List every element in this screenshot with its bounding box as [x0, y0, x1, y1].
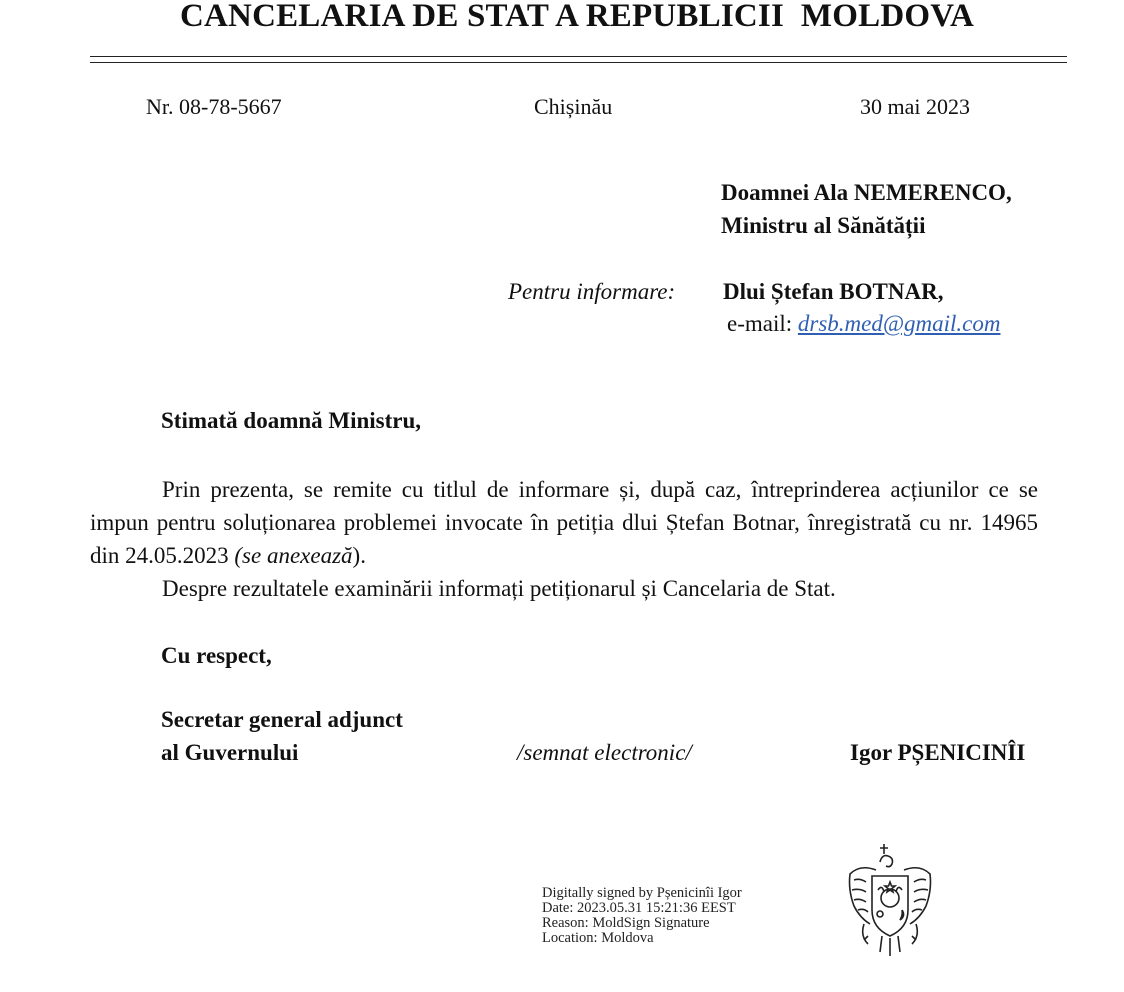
- document-number: Nr. 08-78-5667: [146, 94, 282, 119]
- digital-signature-reason: Reason: MoldSign Signature: [542, 915, 710, 931]
- cc-label: Pentru informare:: [508, 279, 676, 304]
- body-paragraph-2: Despre rezultatele examinării informați petiționarul și Cancelaria de Stat.: [162, 576, 836, 601]
- institution-title: CANCELARIA DE STAT A REPUBLICII MOLDOVA: [179, 0, 975, 34]
- signed-electronically-note: /semnat electronic/: [517, 740, 692, 765]
- body-paragraph-1-text: Prin prezenta, se remite cu titlul de informare și, după caz, întreprinderea acțiunilor ce se impun pentru soluționarea problemei invocate în petiția dlui Ștefan Botnar, înregistrată cu nr. 14965 din 24.05.2023: [90, 477, 1038, 568]
- cc-email-link[interactable]: drsb.med@gmail.com: [797, 311, 1001, 336]
- digital-signature-date: Date: 2023.05.31 15:21:36 EEST: [542, 900, 736, 916]
- digital-signature-block: [542, 886, 742, 946]
- signatory-title-line1: Secretar general adjunct: [161, 707, 403, 732]
- signatory-title-line2: al Guvernului: [161, 740, 299, 765]
- cc-email-label: e-mail:: [727, 311, 798, 336]
- header-rule-bottom: [90, 62, 1067, 63]
- document-city: Chișinău: [534, 94, 613, 119]
- salutation: Stimată doamnă Ministru,: [161, 408, 422, 433]
- digital-signature-signer: Digitally signed by Pșenicinîi Igor: [542, 885, 742, 901]
- cc-email-line: [727, 311, 1000, 337]
- document-date: 30 mai 2023: [860, 94, 970, 119]
- cc-name: Dlui Ștefan BOTNAR,: [723, 279, 944, 304]
- moldova-coat-of-arms-icon: [840, 840, 940, 960]
- body-paragraph-1: [90, 473, 1038, 572]
- signatory-name: Igor PȘENICINÎI: [850, 740, 1026, 765]
- addressee-position: Ministru al Sănătății: [721, 213, 926, 238]
- header-rule-top: [90, 56, 1067, 57]
- closing: Cu respect,: [161, 643, 272, 668]
- body-paragraph-1-end: ).: [352, 543, 366, 568]
- letter-body: [90, 473, 1038, 605]
- digital-signature-location: Location: Moldova: [542, 930, 654, 946]
- addressee-name: Doamnei Ala NEMERENCO,: [721, 180, 1012, 205]
- body-paragraph-1-annex: (se anexează: [234, 543, 353, 568]
